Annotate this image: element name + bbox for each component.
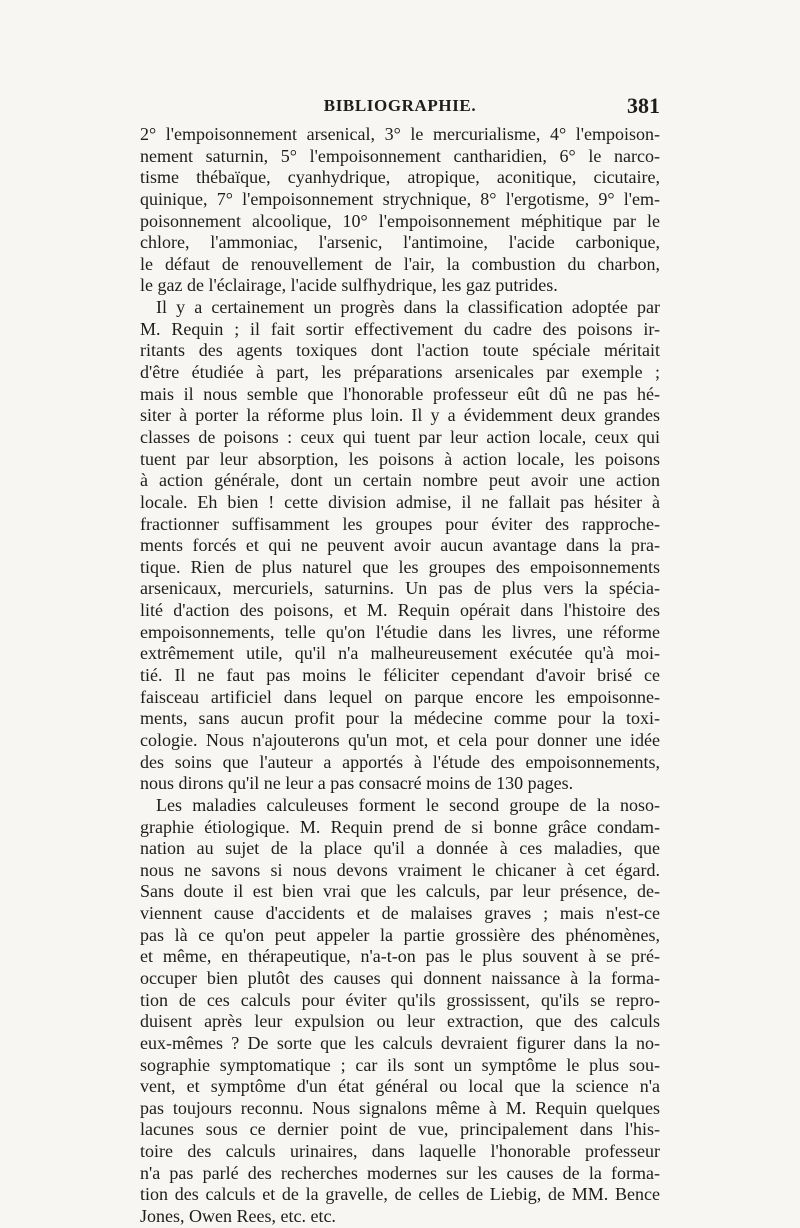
text-line: 2° l'empoisonnement arsenical, 3° le mercurialisme, 4° l'empoison- bbox=[140, 124, 660, 144]
text-line: sographie symptomatique ; car ils sont un symptôme le plus sou- bbox=[140, 1054, 660, 1075]
text-line: fractionner suffisamment les groupes pour éviter des rapproche- bbox=[140, 513, 660, 534]
text-line: tié. Il ne faut pas moins le féliciter cependant d'avoir brisé ce bbox=[140, 665, 660, 686]
text-line: tisme thébaïque, cyanhydrique, atropique, aconitique, cicutaire, bbox=[140, 167, 660, 188]
text-line: extrêmement utile, qu'il n'a malheureusement exécutée qu'à moi- bbox=[140, 643, 660, 664]
text-line: cologie. Nous n'ajouterons qu'un mot, et cela pour donner une idée bbox=[140, 729, 660, 750]
text-line: ritants des agents toxiques dont l'action toute spéciale méritait bbox=[140, 340, 660, 361]
text-line: Jones, Owen Rees, etc. etc. bbox=[140, 1206, 336, 1227]
text-line: Sans doute il est bien vrai que les calculs, par leur présence, de- bbox=[140, 881, 660, 902]
running-title: BIBLIOGRAPHIE. bbox=[323, 96, 477, 115]
text-line: mais il nous semble que l'honorable professeur eût dû ne pas hé- bbox=[140, 383, 660, 404]
text-line: ments forcés et qui ne peuvent avoir aucun avantage dans la pra- bbox=[140, 535, 660, 556]
text-line: graphie étiologique. M. Requin prend de si bonne grâce condam- bbox=[140, 816, 660, 837]
text-line: empoisonnements, telle qu'on l'étudie dans les livres, une réforme bbox=[140, 621, 660, 642]
text-line: viennent cause d'accidents et de malaises graves ; mais n'est-ce bbox=[140, 903, 660, 924]
text-line: nement saturnin, 5° l'empoisonnement cantharidien, 6° le narco- bbox=[140, 145, 660, 166]
text-line: classes de poisons : ceux qui tuent par leur action locale, ceux qui bbox=[140, 426, 660, 447]
text-line: lité d'action des poisons, et M. Requin opérait dans l'histoire des bbox=[140, 600, 660, 621]
text-line: Les maladies calculeuses forment le second groupe de la noso- bbox=[156, 794, 660, 815]
text-line: et même, en thérapeutique, n'a-t-on pas le plus souvent à se pré- bbox=[140, 946, 660, 967]
text-line: d'être étudiée à part, les préparations arsenicales par exemple ; bbox=[140, 362, 660, 383]
text-line: à action générale, dont un certain nombre peut avoir une action bbox=[140, 470, 660, 491]
text-line: le gaz de l'éclairage, l'acide sulfhydrique, les gaz putrides. bbox=[140, 275, 558, 296]
text-line: M. Requin ; il fait sortir effectivement du cadre des poisons ir- bbox=[140, 318, 660, 339]
text-line: locale. Eh bien ! cette division admise, il ne fallait pas hésiter à bbox=[140, 491, 660, 512]
text-line: pas toujours reconnu. Nous signalons même à M. Requin quelques bbox=[140, 1097, 660, 1118]
text-line: arsenicaux, mercuriels, saturnins. Un pas de plus vers la spécia- bbox=[140, 578, 660, 599]
page-header bbox=[140, 93, 660, 122]
text-line: des soins que l'auteur a apportés à l'étude des empoisonnements, bbox=[140, 751, 660, 772]
text-line: ments, sans aucun profit pour la médecine comme pour la toxi- bbox=[140, 708, 660, 729]
text-line: vent, et symptôme d'un état général ou local que la science n'a bbox=[140, 1076, 660, 1097]
text-line: poisonnement alcoolique, 10° l'empoisonnement méphitique par le bbox=[140, 210, 660, 231]
text-line: tion de ces calculs pour éviter qu'ils grossissent, qu'ils se repro- bbox=[140, 989, 660, 1010]
text-line: toire des calculs urinaires, dans laquelle l'honorable professeur bbox=[140, 1141, 660, 1162]
text-line: tique. Rien de plus naturel que les groupes des empoisonnements bbox=[140, 556, 660, 577]
text-line: chlore, l'ammoniac, l'arsenic, l'antimoine, l'acide carbonique, bbox=[140, 232, 660, 253]
text-line: eux-mêmes ? De sorte que les calculs devraient figurer dans la no- bbox=[140, 1032, 660, 1053]
text-line: Il y a certainement un progrès dans la classification adoptée par bbox=[156, 297, 660, 318]
text-line: occuper bien plutôt des causes qui donnent naissance à la forma- bbox=[140, 967, 660, 988]
text-line: nation au sujet de la place qu'il a donnée à ces maladies, que bbox=[140, 838, 660, 859]
text-line: n'a pas parlé des recherches modernes sur les causes de la forma- bbox=[140, 1162, 660, 1183]
text-line: nous ne savons si nous devons vraiment le chicaner à cet égard. bbox=[140, 859, 660, 880]
text-line: le défaut de renouvellement de l'air, la combustion du charbon, bbox=[140, 253, 660, 274]
text-line: faisceau artificiel dans lequel on parque encore les empoisonne- bbox=[140, 686, 660, 707]
text-line: lacunes sous ce dernier point de vue, principalement dans l'his- bbox=[140, 1119, 660, 1140]
text-line: tuent par leur absorption, les poisons à action locale, les poisons bbox=[140, 448, 660, 469]
page-number: 381 bbox=[627, 93, 660, 118]
text-line: tion des calculs et de la gravelle, de celles de Liebig, de MM. Bence bbox=[140, 1184, 660, 1205]
text-line: quinique, 7° l'empoisonnement strychnique, 8° l'ergotisme, 9° l'em- bbox=[140, 188, 660, 209]
body-text bbox=[140, 124, 660, 1228]
text-line: duisent après leur expulsion ou leur extraction, que des calculs bbox=[140, 1011, 660, 1032]
text-line: nous dirons qu'il ne leur a pas consacré moins de 130 pages. bbox=[140, 773, 574, 794]
text-line: siter à porter la réforme plus loin. Il y a évidemment deux grandes bbox=[140, 405, 660, 426]
text-line: pas là ce qu'on peut appeler la partie grossière des phénomènes, bbox=[140, 924, 660, 945]
